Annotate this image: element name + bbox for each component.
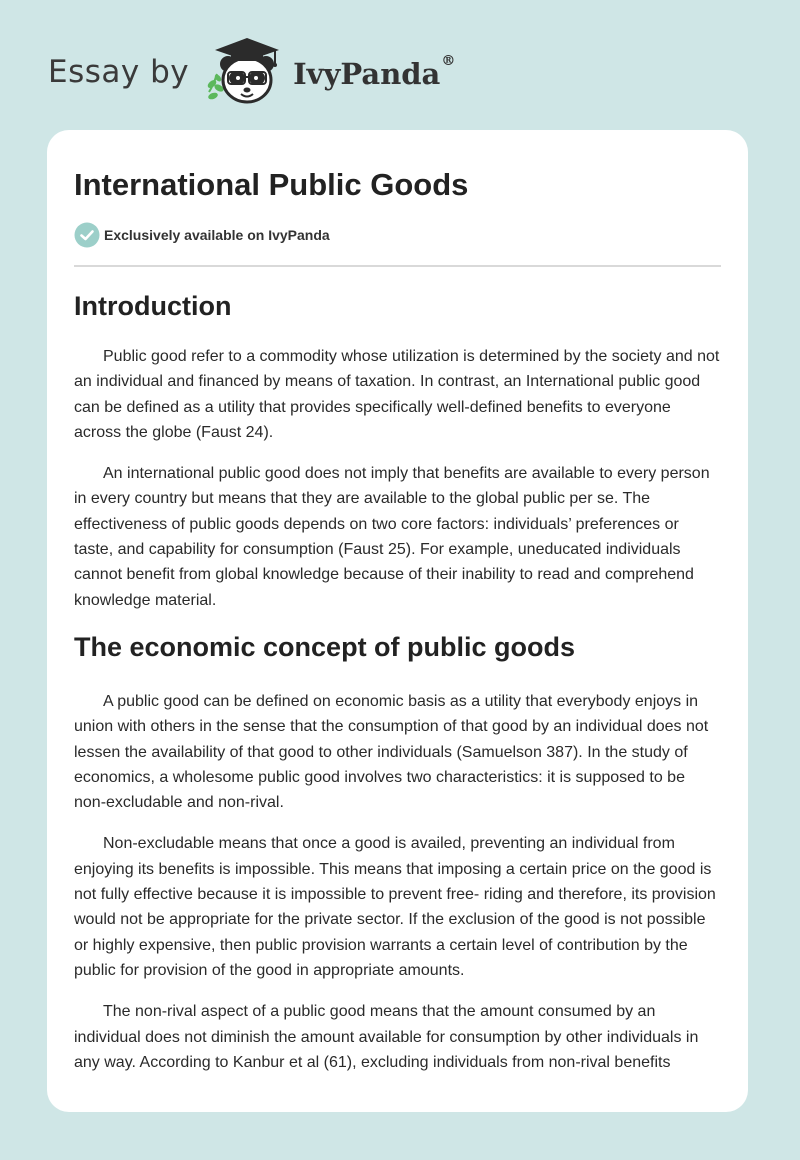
- paragraph: A public good can be defined on economic basis as a utility that everybody enjoys in union with others in the sense that the consumption of that good by an individual does not lessen the availability of that good to other individuals (Samuelson 387). In the study of economics, a wholesome public good involves two characteristics: it is supposed to be non-excludable and non-rival.: [74, 692, 709, 812]
- paragraph: The non-rival aspect of a public good means that the amount consumed by an individual does not diminish the amount available for consumption by other individuals in any way. According to Kanbur et al (61), excluding individuals from non-rival benefits: [74, 1003, 699, 1071]
- essay-title: International Public Goods: [74, 167, 469, 202]
- section-heading-economic-concept: The economic concept of public goods: [74, 631, 576, 662]
- essay-card: [47, 130, 748, 1112]
- registered-mark: ®: [441, 53, 456, 69]
- checkmark-badge-icon: [74, 222, 100, 248]
- paragraph: Non-excludable means that once a good is availed, preventing an individual from enjoying its benefits is impossible. This means that imposing a certain price on the good is not fully effective because it is impossible to prevent free- riding and therefore, its provision would not be appropriate for the private sector. If the exclusion of the good is not possible or highly expensive, then public provision warrants a certain level of contribution by the public for provision of the good in appropriate amounts.: [74, 835, 716, 979]
- exclusive-badge-text: Exclusively available on IvyPanda: [104, 227, 330, 243]
- paragraph: Public good refer to a commodity whose utilization is determined by the society and not an individual and financed by means of taxation. In contrast, an International public good can be defined as a utility that provides specifically well-defined benefits to everyone across the globe (Faust 24).: [74, 348, 720, 441]
- section-heading-introduction: Introduction: [74, 291, 232, 321]
- brand-name[interactable]: IvyPanda®: [293, 53, 456, 91]
- essay-by-label: Essay by: [48, 54, 190, 90]
- title-divider: [74, 265, 721, 267]
- exclusive-badge: [74, 221, 721, 249]
- paragraph: An international public good does not imply that benefits are available to every person in every country but means that they are available to the global public per se. The effectiveness of public goods depends on two core factors: individuals’ preferences or taste, and capability for consumption (Faust 25). For example, uneducated individuals cannot benefit from global knowledge because of their inability to read and comprehend knowledge material.: [74, 465, 710, 609]
- panda-logo-icon[interactable]: [203, 34, 287, 110]
- site-header: [48, 34, 455, 110]
